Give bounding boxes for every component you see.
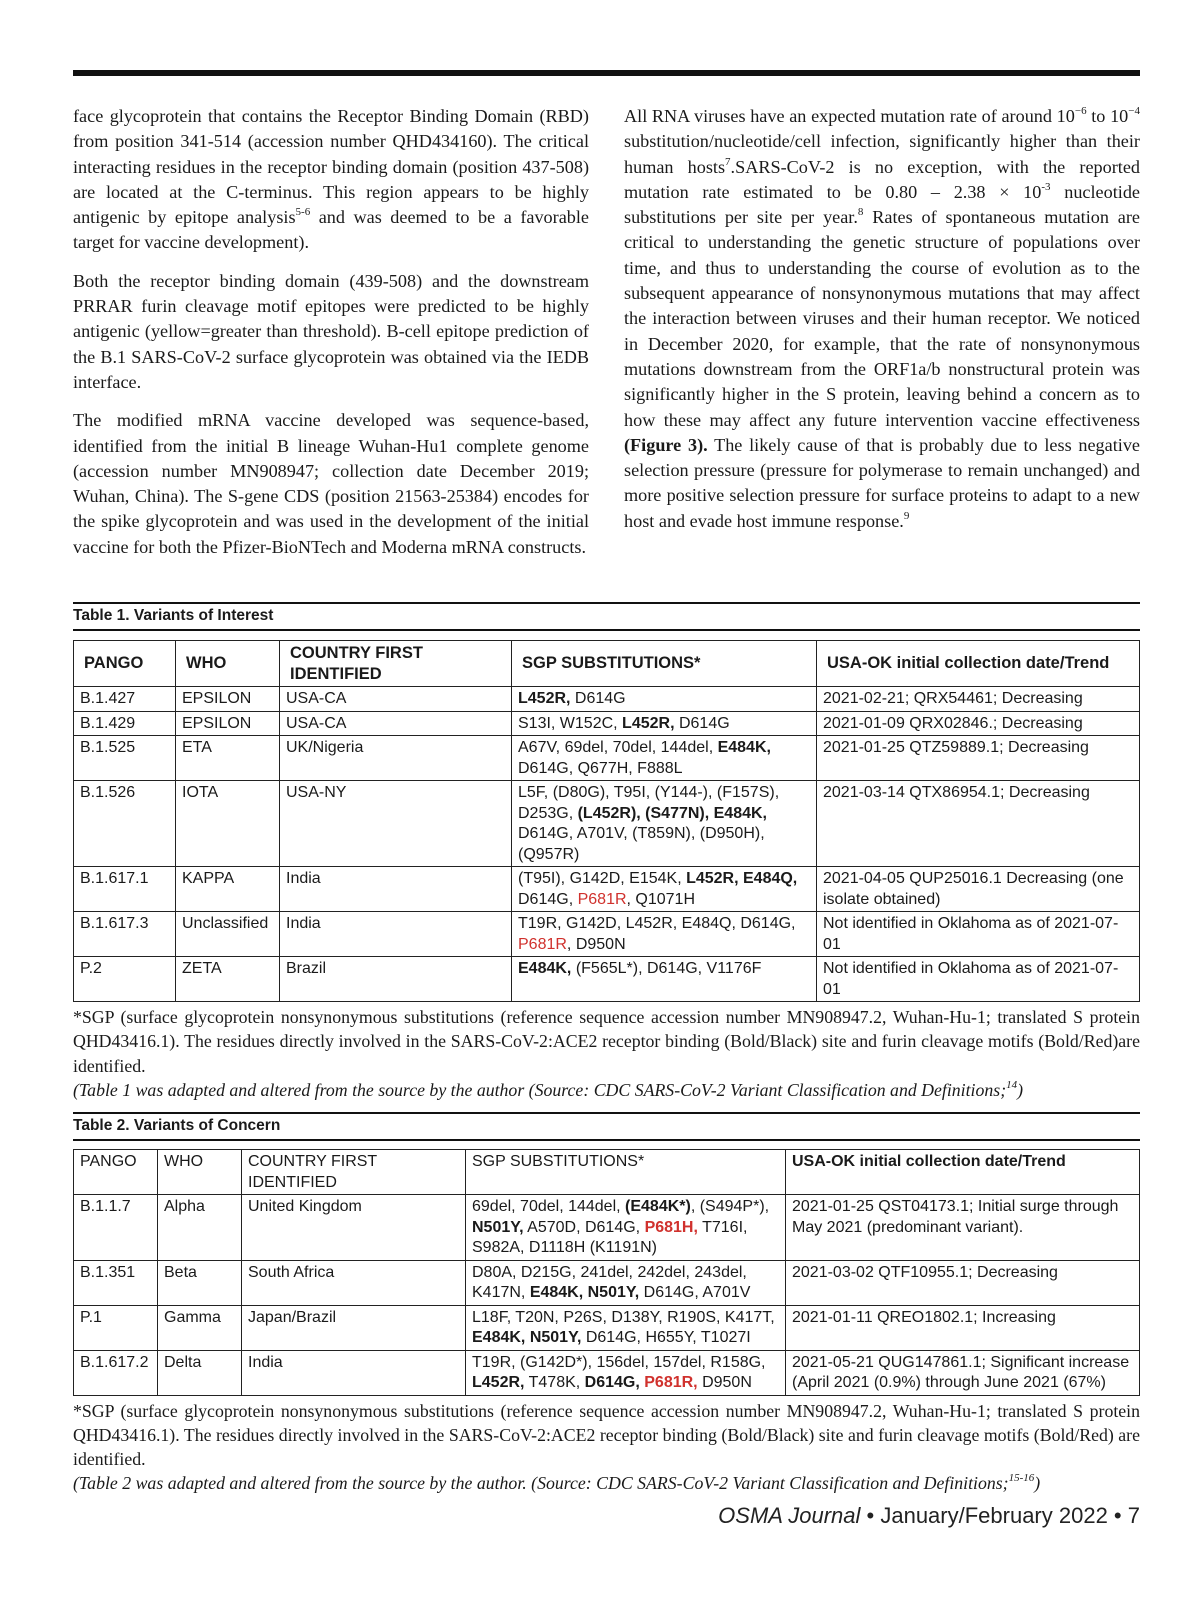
header-sgp: SGP SUBSTITUTIONS*: [512, 641, 817, 687]
cell-trend: 2021-01-11 QREO1802.1; Increasing: [786, 1305, 1140, 1350]
header-pango: PANGO: [74, 641, 176, 687]
variants-of-interest-table: [73, 640, 1140, 1002]
cell-who: Alpha: [158, 1195, 242, 1261]
table-note: *SGP (surface glycoprotein nonsynonymous substitutions (reference sequence accession number MN908947.2, Wuhan-Hu-1; translated S protein QHD43416.1). The residues directly involved in the SARS-CoV-2:ACE2 receptor binding (Bold/Black) site and furin cleavage motifs (Bold/Red) are identified. (Table 2 was adapted and altered from the source by the author. (Source: CDC SARS-CoV-2 Variant Classification and Definitions;$^{15-16}$): [73, 1399, 1140, 1496]
cell-pango: P.1: [74, 1305, 158, 1350]
cell-pango: B.1.526: [74, 781, 176, 867]
cell-pango: B.1.351: [74, 1260, 158, 1305]
cell-who: EPSILON: [176, 711, 280, 736]
table-title: Table 1. Variants of Interest: [73, 602, 1140, 631]
cell-trend: 2021-04-05 QUP25016.1 Decreasing (one isolate obtained): [817, 867, 1140, 912]
cell-country: India: [242, 1350, 466, 1395]
cell-sgp: S13I, W152C, L452R, D614G: [512, 711, 817, 736]
cell-country: India: [280, 867, 512, 912]
paragraph: Both the receptor binding domain (439-508) and the downstream PRRAR furin cleavage motif epitopes were predicted to be highly antigenic (yellow=greater than threshold). B-cell epitope prediction of the B.1 SARS-CoV-2 surface glycoprotein was obtained via the IEDB interface.: [73, 270, 589, 392]
header-trend: USA-OK initial collection date/Trend: [786, 1150, 1140, 1195]
paragraph: The modified mRNA vaccine developed was sequence-based, identified from the initial B lineage Wuhan-Hu1 complete genome (accession number MN908947; collection date December 2019; Wuhan, China). The S-gene CDS (position 21563-25384) encodes for the spike glycoprotein and was used in the development of the initial vaccine for both the Pfizer-BioNTech and Moderna mRNA constructs.: [73, 410, 589, 557]
table-row: [74, 1260, 1140, 1305]
table-row: [74, 912, 1140, 957]
cell-sgp: L18F, T20N, P26S, D138Y, R190S, K417T, E484K, N501Y, D614G, H655Y, T1027I: [466, 1305, 786, 1350]
cell-sgp: 69del, 70del, 144del, (E484K*), (S494P*), N501Y, A570D, D614G, P681H, T716I, S982A, D1118H (K1191N): [466, 1195, 786, 1261]
cell-who: Gamma: [158, 1305, 242, 1350]
cell-trend: 2021-01-25 QTZ59889.1; Decreasing: [817, 736, 1140, 781]
cell-trend: Not identified in Oklahoma as of 2021-07-01: [817, 912, 1140, 957]
cell-pango: B.1.525: [74, 736, 176, 781]
cell-pango: P.2: [74, 957, 176, 1002]
cell-sgp: A67V, 69del, 70del, 144del, E484K, D614G, Q677H, F888L: [512, 736, 817, 781]
table-row: [74, 736, 1140, 781]
cell-pango: B.1.617.1: [74, 867, 176, 912]
figure-reference: (Figure 3).: [624, 434, 708, 455]
right-column: [624, 104, 1140, 573]
paragraph: face glycoprotein that contains the Receptor Binding Domain (RBD) from position 341-514 (accession number QHD434160). The critical interacting residues in the receptor binding domain (position 437-508) are located at the C-terminus. This region appears to be highly antigenic by epitope analysis$^{5-6}$ and was deemed to be a favorable target for vaccine development).: [73, 106, 589, 253]
journal-name: OSMA Journal: [718, 1503, 861, 1528]
header-who: WHO: [176, 641, 280, 687]
page-footer: OSMA Journal • January/February 2022 • 7: [718, 1503, 1140, 1528]
cell-pango: B.1.617.3: [74, 912, 176, 957]
paragraph: All RNA viruses have an expected mutation rate of around $10^{-6}$ to $10^{-4}$ substitution/nucleotide/cell infection, significantly higher than their human hosts$^7$.SARS-CoV-2 is no exception, with the reported mutation rate estimated to be $0.80 - 2.38 \times 10^{-3}$ nucleotide substitutions per site per year.$^8$ Rates of spontaneous mutation are critical to understanding the genetic structure of populations over time, and thus to understanding the course of evolution as to the subsequent appearance of nonsynonymous mutations that may affect the interaction between viruses and their human receptor. We noticed in December 2020, for example, that the rate of nonsynonymous mutations downstream from the ORF1a/b nonstructural protein was significantly higher in the S protein, leaving behind a concern as to how these may affect any future intervention vaccine effectiveness (Figure 3). The likely cause of that is probably due to less negative selection pressure (pressure for polymerase to remain unchanged) and more positive selection pressure for surface proteins to adapt to a new host and evade host immune response.$^9$: [624, 104, 1140, 531]
cell-country: Brazil: [280, 957, 512, 1002]
table-row: [74, 711, 1140, 736]
table-row: [74, 867, 1140, 912]
table-source: (Table 2 was adapted and altered from the source by the author. (Source: CDC SARS-CoV-2 Variant Classification and Definitions;$^{15-16}$): [73, 1472, 1041, 1494]
table-1-section: [73, 602, 1140, 1102]
cell-pango: B.1.429: [74, 711, 176, 736]
table-row: [74, 1195, 1140, 1261]
cell-country: USA-CA: [280, 711, 512, 736]
cell-pango: B.1.427: [74, 687, 176, 712]
cell-sgp: L452R, D614G: [512, 687, 817, 712]
header-country: COUNTRY FIRST IDENTIFIED: [242, 1150, 466, 1195]
header-who: WHO: [158, 1150, 242, 1195]
cell-who: ZETA: [176, 957, 280, 1002]
cell-sgp: T19R, G142D, L452R, E484Q, D614G, P681R, D950N: [512, 912, 817, 957]
cell-country: South Africa: [242, 1260, 466, 1305]
cell-who: EPSILON: [176, 687, 280, 712]
cell-country: USA-NY: [280, 781, 512, 867]
cell-country: India: [280, 912, 512, 957]
cell-trend: 2021-01-25 QST04173.1; Initial surge through May 2021 (predominant variant).: [786, 1195, 1140, 1261]
table-note: *SGP (surface glycoprotein nonsynonymous substitutions (reference sequence accession number MN908947.2, Wuhan-Hu-1; translated S protein QHD43416.1). The residues directly involved in the SARS-CoV-2:ACE2 receptor binding (Bold/Black) site and furin cleavage motifs (Bold/Red)are identified. (Table 1 was adapted and altered from the source by the author (Source: CDC SARS-CoV-2 Variant Classification and Definitions;$^{14}$): [73, 1005, 1140, 1102]
variants-of-concern-table: [73, 1149, 1140, 1396]
cell-country: United Kingdom: [242, 1195, 466, 1261]
table-title: Table 2. Variants of Concern: [73, 1112, 1140, 1141]
table-row: [74, 957, 1140, 1002]
cell-who: Delta: [158, 1350, 242, 1395]
cell-who: Unclassified: [176, 912, 280, 957]
cell-sgp: D80A, D215G, 241del, 242del, 243del, K417N, E484K, N501Y, D614G, A701V: [466, 1260, 786, 1305]
table-row: [74, 781, 1140, 867]
body-columns: [73, 104, 1140, 573]
issue-date: January/February 2022: [880, 1503, 1108, 1528]
top-rule: [73, 70, 1140, 76]
header-country: COUNTRY FIRST IDENTIFIED: [280, 641, 512, 687]
cell-who: IOTA: [176, 781, 280, 867]
header-pango: PANGO: [74, 1150, 158, 1195]
cell-sgp: T19R, (G142D*), 156del, 157del, R158G, L452R, T478K, D614G, P681R, D950N: [466, 1350, 786, 1395]
table-row: [74, 1305, 1140, 1350]
citation: 5-6: [295, 206, 311, 219]
cell-pango: B.1.1.7: [74, 1195, 158, 1261]
table-2-section: [73, 1112, 1140, 1496]
page-number: 7: [1127, 1503, 1140, 1528]
header-sgp: SGP SUBSTITUTIONS*: [466, 1150, 786, 1195]
cell-who: Beta: [158, 1260, 242, 1305]
header-trend: USA-OK initial collection date/Trend: [817, 641, 1140, 687]
cell-trend: 2021-03-14 QTX86954.1; Decreasing: [817, 781, 1140, 867]
cell-trend: 2021-02-21; QRX54461; Decreasing: [817, 687, 1140, 712]
table-source: (Table 1 was adapted and altered from the source by the author (Source: CDC SARS-CoV-2 Variant Classification and Definitions;$^{14}$): [73, 1078, 1024, 1100]
cell-who: ETA: [176, 736, 280, 781]
cell-sgp: E484K, (F565L*), D614G, V1176F: [512, 957, 817, 1002]
cell-country: UK/Nigeria: [280, 736, 512, 781]
cell-who: KAPPA: [176, 867, 280, 912]
table-row: [74, 1350, 1140, 1395]
cell-pango: B.1.617.2: [74, 1350, 158, 1395]
cell-trend: 2021-05-21 QUG147861.1; Significant increase (April 2021 (0.9%) through June 2021 (67%): [786, 1350, 1140, 1395]
cell-trend: Not identified in Oklahoma as of 2021-07-01: [817, 957, 1140, 1002]
cell-trend: 2021-03-02 QTF10955.1; Decreasing: [786, 1260, 1140, 1305]
table-row: [74, 687, 1140, 712]
cell-country: USA-CA: [280, 687, 512, 712]
cell-country: Japan/Brazil: [242, 1305, 466, 1350]
citation: 7: [725, 155, 731, 168]
citation: 9: [903, 509, 910, 522]
left-column: [73, 104, 589, 573]
citation: 8: [857, 206, 864, 219]
cell-sgp: L5F, (D80G), T95I, (Y144-), (F157S), D253G, (L452R), (S477N), E484K, D614G, A701V, (T859N), (D950H), (Q957R): [512, 781, 817, 867]
cell-trend: 2021-01-09 QRX02846.; Decreasing: [817, 711, 1140, 736]
cell-sgp: (T95I), G142D, E154K, L452R, E484Q, D614G, P681R, Q1071H: [512, 867, 817, 912]
